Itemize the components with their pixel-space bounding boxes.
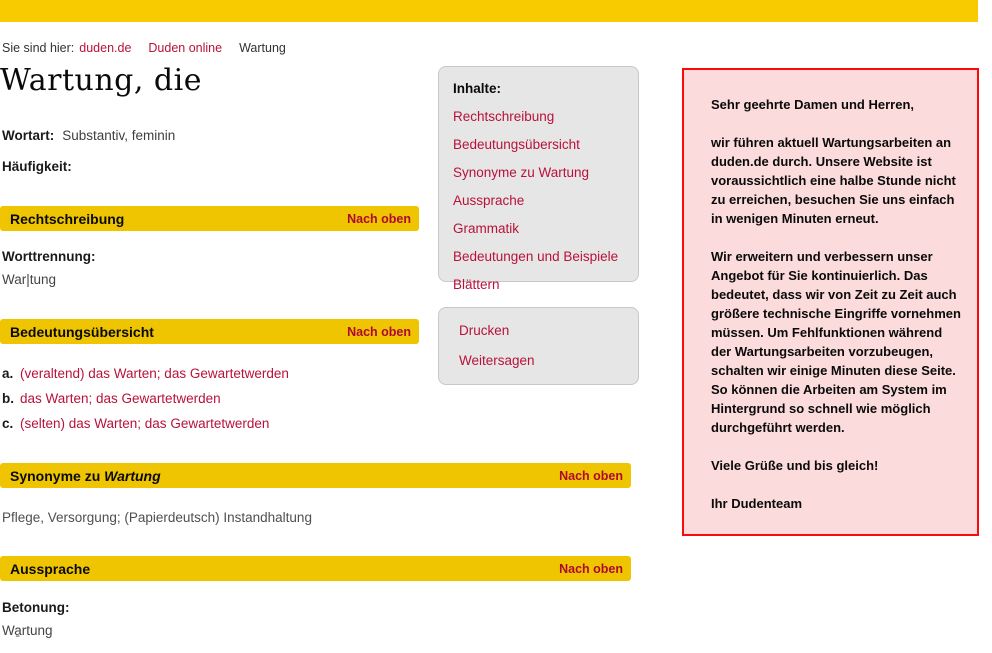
wortart-value: Substantiv, feminin [62,128,176,143]
inhalte-box [438,66,639,292]
inhalte-link-grammatik[interactable]: Grammatik [453,221,520,236]
notice-paragraph-farewell: Viele Grüße und bis gleich! [711,458,879,473]
section-header-aussprache [0,556,631,581]
meaning-link[interactable]: das Warten; das Gewartetwerden [20,391,221,406]
breadcrumb-prefix: Sie sind hier: [2,41,75,55]
synonyme-headword: Wartung [104,467,161,484]
breadcrumb [2,41,286,55]
page-title: Wartung, die [0,63,202,98]
breadcrumb-current: Wartung [239,41,286,55]
inhalte-link-bedeutungsuebersicht[interactable]: Bedeutungsübersicht [453,137,580,152]
meaning-item-a [2,366,289,381]
notice-paragraph-signature: Ihr Dudenteam [711,496,803,511]
back-to-top-link[interactable]: Nach oben [347,211,411,226]
meaning-item-c [2,416,269,431]
haeufigkeit-label: Häufigkeit: [2,159,72,174]
meaning-marker: a. [2,366,14,381]
meaning-marker: c. [2,416,14,431]
section-title-bedeutungsuebersicht: Bedeutungsübersicht [10,323,154,340]
worttrennung-value: War|tung [2,272,57,287]
wortart-label: Wortart: [2,128,55,143]
inhalte-link-bedeutungen-beispiele[interactable]: Bedeutungen und Beispiele [453,249,619,264]
notice-paragraph-info: wir führen aktuell Wartungsarbeiten an duden.de durch. Unsere Website ist voraussichtlich eine halbe Stunde nicht zu erreichen, besuchen Sie uns einfach in wenigen Minuten erneut. [711,135,956,226]
inhalte-link-list [453,108,638,294]
section-title-synonyme: Synonyme zu Wartung [10,467,161,484]
drucken-link[interactable]: Drucken [459,323,510,338]
section-header-synonyme [0,463,631,488]
weitersagen-link[interactable]: Weitersagen [459,353,535,368]
section-title-aussprache: Aussprache [10,560,91,577]
section-title-rechtschreibung: Rechtschreibung [10,210,125,227]
back-to-top-link[interactable]: Nach oben [347,324,411,339]
breadcrumb-link-home[interactable]: duden.de [79,41,132,55]
section-header-bedeutungsuebersicht [0,319,419,344]
meaning-marker: b. [2,391,14,406]
breadcrumb-link-duden-online[interactable]: Duden online [148,41,223,55]
betonung-value: Wa̱rtung [2,623,53,638]
synonyme-value: Pflege, Versorgung; (Papierdeutsch) Instandhaltung [2,510,312,525]
haeufigkeit-row [2,159,72,174]
brand-top-bar [0,0,978,22]
inhalte-link-synonyme[interactable]: Synonyme zu Wartung [453,165,590,180]
maintenance-notice [682,68,979,536]
betonung-label: Betonung: [2,600,70,615]
notice-paragraph-greeting: Sehr geehrte Damen und Herren, [711,97,914,112]
back-to-top-link[interactable]: Nach oben [559,468,623,483]
back-to-top-link[interactable]: Nach oben [559,561,623,576]
notice-paragraph-details: Wir erweitern und verbessern unser Angebot für Sie kontinuierlich. Das bedeutet, dass wir von Zeit zu Zeit auch größere technische Eingriffe vornehmen müssen. Um Fehlfunktionen während der Wartungsarbeiten vorzubeugen, schalten wir einige Minuten diese Seite. So können die Arbeiten am System im Hintergrund so schnell wie möglich durchgeführt werden. [711,249,961,435]
meaning-item-b [2,391,221,406]
section-header-rechtschreibung [0,206,419,231]
wortart-row [2,128,175,143]
worttrennung-label: Worttrennung: [2,249,96,264]
meaning-link[interactable]: (selten) das Warten; das Gewartetwerden [20,416,270,431]
inhalte-link-blaettern[interactable]: Blättern [453,277,500,292]
actions-box [438,307,639,385]
inhalte-link-aussprache[interactable]: Aussprache [453,193,525,208]
inhalte-link-rechtschreibung[interactable]: Rechtschreibung [453,109,555,124]
inhalte-box-title: Inhalte: [453,81,502,96]
meaning-link[interactable]: (veraltend) das Warten; das Gewartetwerden [20,366,289,381]
